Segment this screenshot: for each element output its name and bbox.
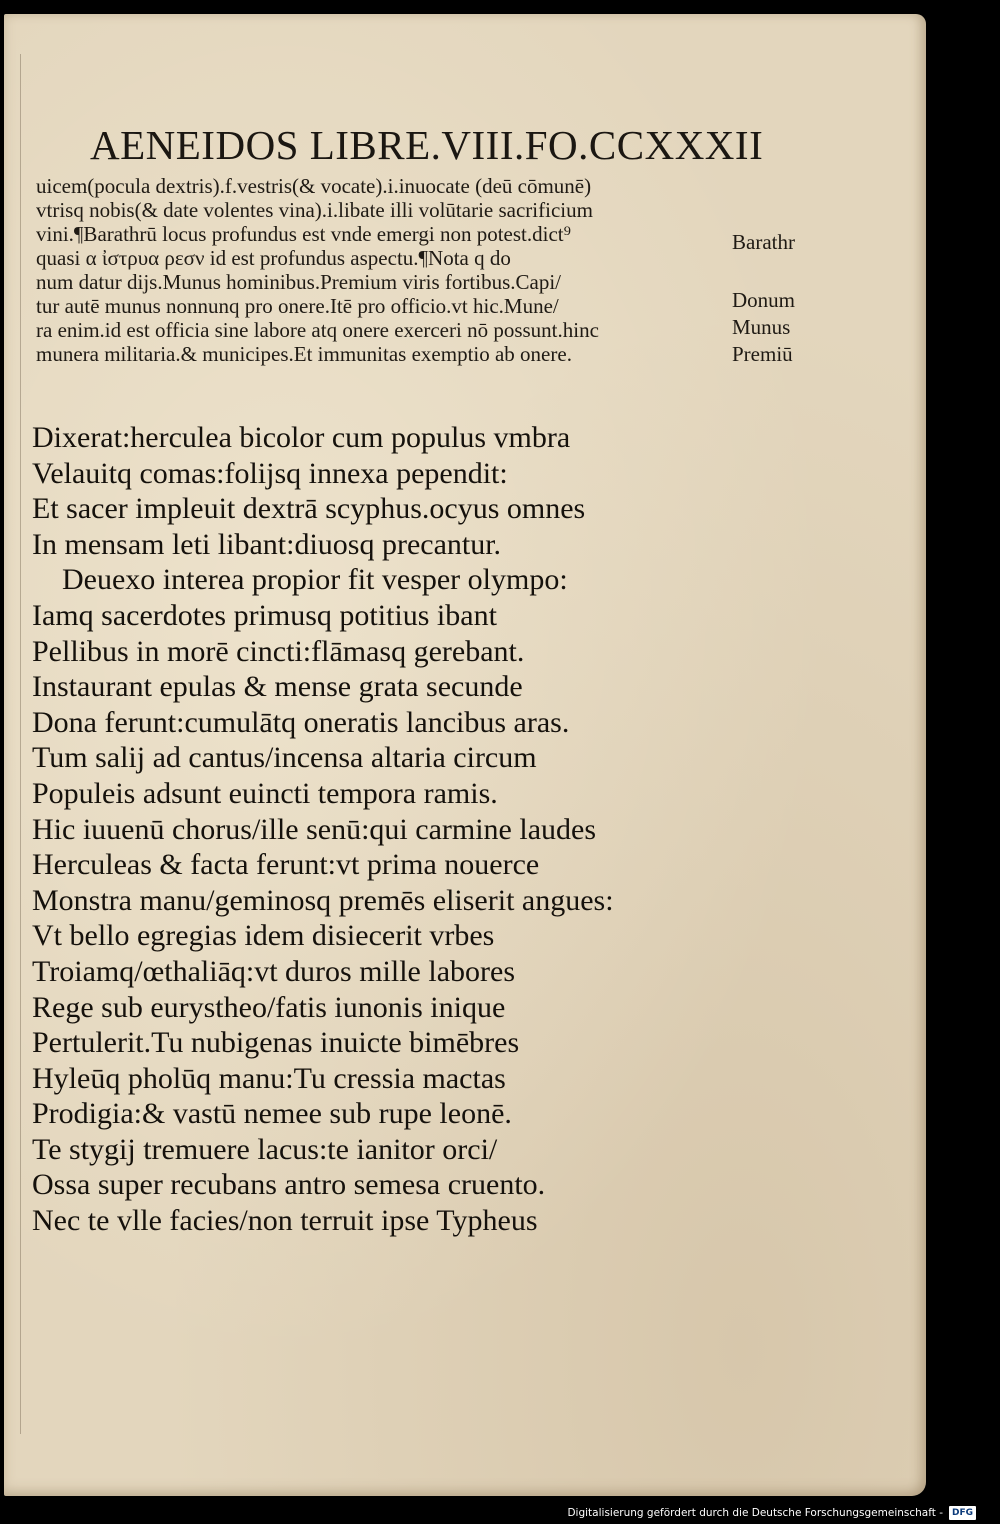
verse-line: Pertulerit.Tu nubigenas inuicte bimēbres [32, 1026, 520, 1060]
verse-line: Instaurant epulas & mense grata secunde [32, 670, 523, 704]
verse-line: Tum salij ad cantus/incensa altaria circum [32, 741, 537, 775]
margin-note-munus: Munus [732, 315, 791, 339]
commentary-line: vtrisq nobis(& date volentes vina).i.libate illi volūtarie sacrificium [36, 198, 593, 222]
verse-line: Nec te vlle facies/non terruit ipse Typheus [32, 1204, 538, 1238]
margin-note-barathrum: Barathr [732, 230, 795, 254]
commentary-line: num datur dijs.Munus hominibus.Premium viris fortibus.Capi/ [36, 270, 561, 294]
verse-line: Populeis adsunt euincti tempora ramis. [32, 776, 498, 810]
verse-line: Te stygij tremuere lacus:te ianitor orci/ [32, 1132, 498, 1166]
verse-line: Herculeas & facta ferunt:vt prima nouerce [32, 848, 540, 882]
verse-line: Rege sub eurystheo/fatis iunonis inique [32, 990, 506, 1024]
margin-note-premium: Premiū [732, 342, 793, 366]
dfg-logo-icon: DFG [949, 1506, 976, 1520]
commentary-line: tur autē munus nonnunq pro onere.Itē pro officio.vt hic.Mune/ [36, 294, 559, 318]
verse-line: Vt bello egregias idem disiecerit vrbes [32, 919, 495, 953]
verse-line: In mensam leti libant:diuosq precantur. [32, 527, 502, 561]
verse-line: Hic iuuenū chorus/ille senū:qui carmine laudes [32, 812, 597, 846]
verse-line: Monstra manu/geminosq premēs eliserit angues: [32, 883, 614, 917]
commentary-block [36, 174, 726, 366]
margin-note-donum: Donum [732, 288, 795, 312]
commentary-line: quasi α ἰστρυα ρεσν id est profundus aspectu.¶Nota q do [36, 246, 511, 270]
verse-line: Prodigia:& vastū nemee sub rupe leonē. [32, 1097, 512, 1131]
verse-line: Hyleūq pholūq manu:Tu cressia mactas [32, 1061, 506, 1095]
gutter-line [20, 54, 21, 1434]
verse-line: Iamq sacerdotes primusq potitius ibant [32, 598, 497, 632]
verse-line: Ossa super recubans antro semesa cruento. [32, 1168, 546, 1202]
verse-line: Deuexo interea propior fit vesper olympo: [62, 563, 568, 597]
verse-line: Dona ferunt:cumulātq oneratis lancibus aras. [32, 705, 570, 739]
verse-block [32, 420, 732, 1239]
commentary-line: vini.¶Barathrū locus profundus est vnde emergi non potest.dict⁹ [36, 222, 571, 246]
running-header: AENEIDOS LIBRE.VIII.FO.CCXXXII [90, 122, 764, 168]
commentary-line: ra enim.id est officia sine labore atq onere exerceri nō possunt.hinc [36, 318, 599, 342]
verse-line: Velauitq comas:folijsq innexa pependit: [32, 456, 508, 490]
funding-credit: Digitalisierung gefördert durch die Deutsche Forschungsgemeinschaft - [567, 1507, 943, 1519]
verse-line: Pellibus in morē cincti:flāmasq gerebant. [32, 634, 525, 668]
verse-line: Troiamq/œthaliāq:vt duros mille labores [32, 954, 516, 988]
digitization-footer [567, 1504, 976, 1522]
book-page [4, 14, 926, 1496]
verse-line: Et sacer impleuit dextrā scyphus.ocyus omnes [32, 492, 586, 526]
commentary-line: uicem(pocula dextris).f.vestris(& vocate).i.inuocate (deū cōmunē) [36, 174, 592, 198]
commentary-line: munera militaria.& municipes.Et immunitas exemptio ab onere. [36, 342, 572, 366]
verse-line: Dixerat:herculea bicolor cum populus vmbra [32, 421, 571, 454]
